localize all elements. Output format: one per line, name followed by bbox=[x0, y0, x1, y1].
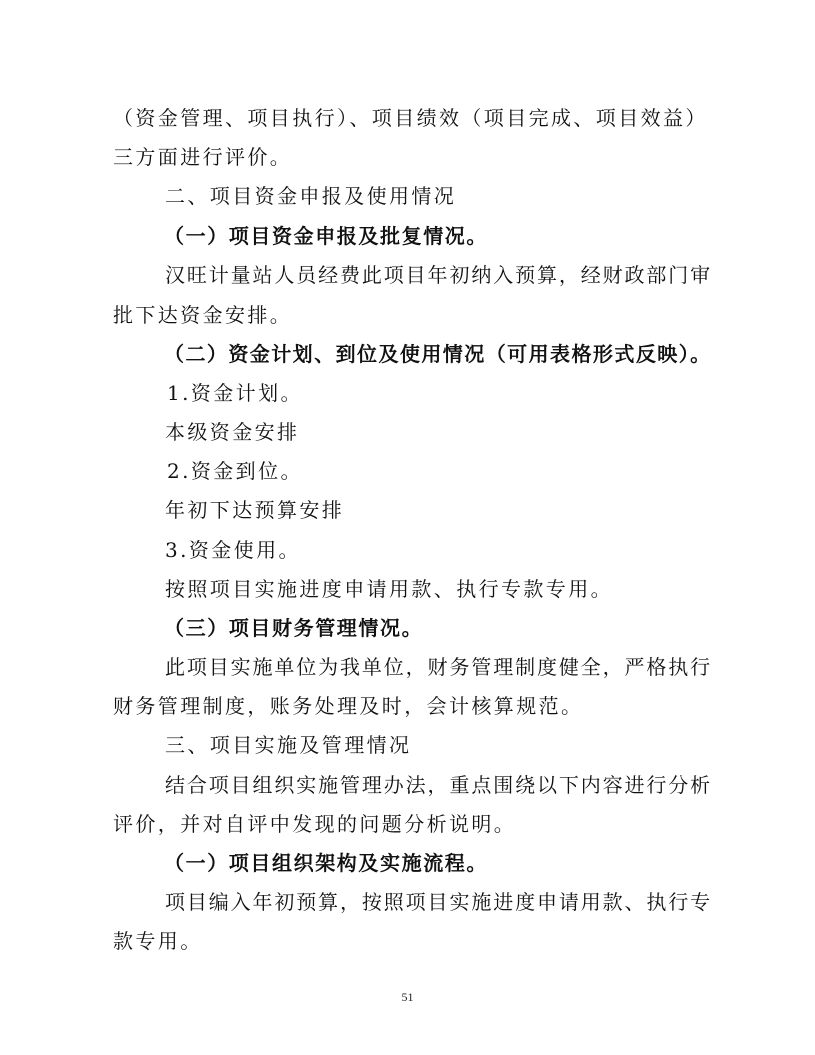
section-heading: 三、项目实施及管理情况 bbox=[165, 733, 412, 757]
list-item: 1.资金计划。 bbox=[167, 381, 303, 405]
paragraph-line: 年初下达预算安排 bbox=[165, 498, 345, 522]
section-heading: 二、项目资金申报及使用情况 bbox=[165, 184, 457, 208]
paragraph-line: 本级资金安排 bbox=[165, 420, 300, 444]
paragraph-line: 结合项目组织实施管理办法，重点围绕以下内容进行分析 bbox=[165, 773, 712, 797]
list-item: 2.资金到位。 bbox=[167, 459, 303, 483]
subsection-heading: （一）项目组织架构及实施流程。 bbox=[164, 851, 488, 875]
paragraph-line: 按照项目实施进度申请用款、执行专款专用。 bbox=[165, 577, 613, 601]
paragraph-line: 款专用。 bbox=[113, 929, 203, 953]
paragraph-line: 此项目实施单位为我单位，财务管理制度健全，严格执行 bbox=[165, 655, 712, 679]
paragraph-line: （资金管理、项目执行）、项目绩效（项目完成、项目效益） bbox=[113, 106, 708, 130]
paragraph-line: 三方面进行评价。 bbox=[113, 145, 293, 169]
list-item: 3.资金使用。 bbox=[165, 538, 301, 562]
paragraph-line: 项目编入年初预算，按照项目实施进度申请用款、执行专 bbox=[165, 890, 712, 914]
subsection-heading: （三）项目财务管理情况。 bbox=[164, 616, 424, 640]
subsection-heading: （二）资金计划、到位及使用情况（可用表格形式反映）。 bbox=[164, 342, 712, 366]
paragraph-line: 批下达资金安排。 bbox=[113, 303, 293, 327]
paragraph-line: 汉旺计量站人员经费此项目年初纳入预算，经财政部门审 bbox=[165, 263, 712, 287]
subsection-heading: （一）项目资金申报及批复情况。 bbox=[164, 224, 488, 248]
page-number: 51 bbox=[401, 990, 414, 1004]
paragraph-line: 评价，并对自评中发现的问题分析说明。 bbox=[113, 812, 517, 836]
paragraph-line: 财务管理制度，账务处理及时，会计核算规范。 bbox=[113, 694, 584, 718]
